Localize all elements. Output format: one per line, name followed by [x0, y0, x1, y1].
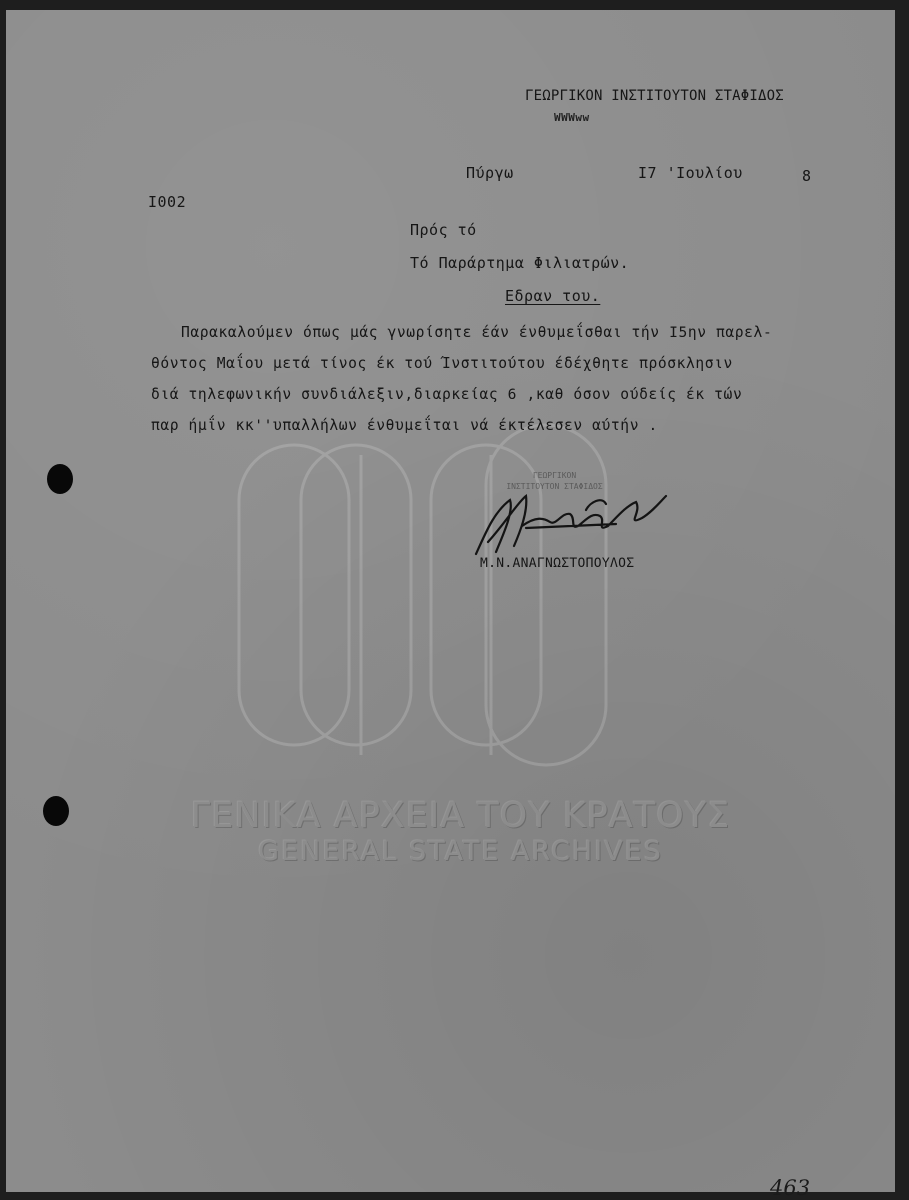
body-line: Παρακαλούμεν όπως μάς γνωρίσητε έάν ένθυμεΐσθαι τήν I5ην παρελ- — [181, 324, 773, 341]
stamp-line: ΓΕΩΡΓΙΚΟΝ — [532, 471, 577, 480]
punch-hole — [43, 796, 69, 826]
recipient-line-2: Τό Παράρτημα Φιλιατρών. — [410, 254, 630, 272]
handwritten-signature — [466, 482, 676, 562]
place-of-writing: Πύργω — [466, 164, 514, 182]
recipient-line-3: Εδραν του. — [505, 287, 601, 305]
watermark-greek: ΓΕΝΙΚΑ ΑΡΧΕΙΑ ΤΟΥ ΚΡΑΤΟΥΣ — [190, 796, 731, 836]
watermark-english: GENERAL STATE ARCHIVES — [258, 836, 663, 867]
body-line: παρ ήμΐν κκ''υπαλλήλων ένθυμεΐται νά έκτέλεσεν αύτήν . — [151, 417, 658, 434]
struck-out-text: WWWww — [554, 111, 590, 124]
reference-number: I002 — [148, 193, 187, 211]
recipient-line-1: Πρός τό — [410, 221, 477, 239]
letterhead: ΓΕΩΡΓΙΚΟΝ ΙΝΣΤΙΤΟΥΤΟΝ ΣΤΑΦΙΔΟΣ — [525, 88, 784, 104]
date: I7 'Ιουλίου — [638, 164, 743, 182]
body-line: θόντος Μαΐου μετά τίνος έκ τού Ίνστιτούτου έδέχθητε πρόσκλησιν — [151, 355, 733, 372]
body-line: διά τηλεφωνικήν συνδιάλεξιν,διαρκείας 6 ,καθ όσον ούδείς έκ τών — [151, 386, 743, 403]
punch-hole — [47, 464, 73, 494]
document-page — [6, 10, 895, 1200]
date-suffix: 8 — [802, 167, 812, 185]
stamp-line: ΙΝΣΤΙΤΟΥΤΟΝ ΣΤΑΦΙΔΟΣ — [506, 482, 603, 491]
page-number: 463 — [770, 1176, 811, 1200]
signatory-name: Μ.Ν.ΑΝΑΓΝΩΣΤΟΠΟΥΛΟΣ — [480, 556, 635, 571]
